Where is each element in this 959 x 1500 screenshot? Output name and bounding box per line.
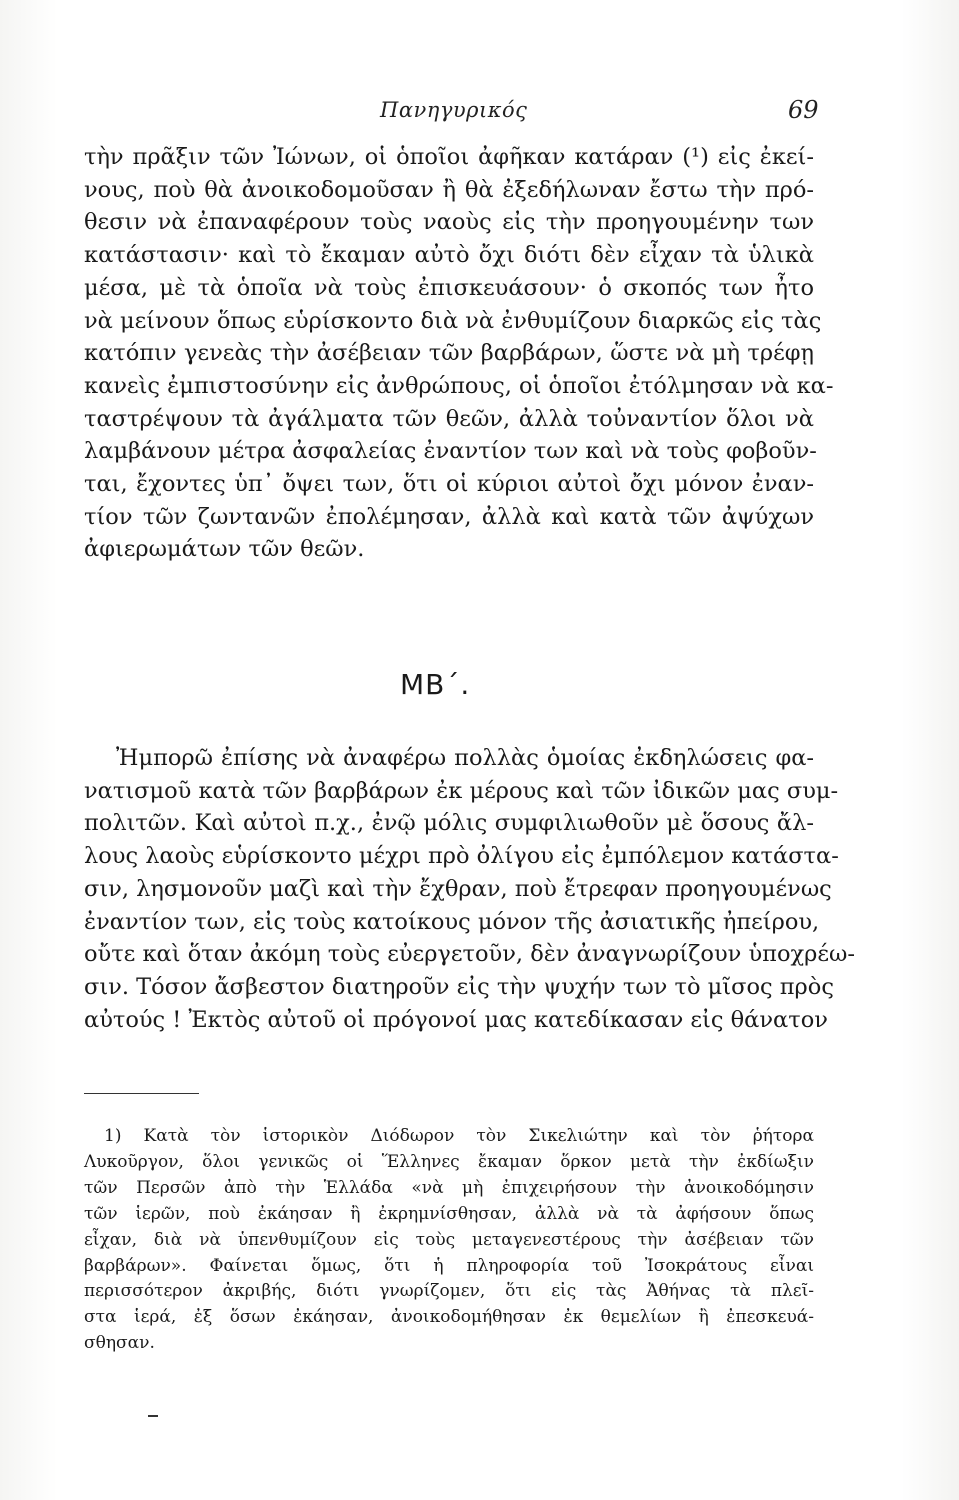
text-line: μέσα, μὲ τὰ ὁποῖα νὰ τοὺς ἐπισκευάσουν· ὁ σκοπός των ἦτο: [84, 274, 814, 301]
footnote-line: 1) Κατὰ τὸν ἱστορικὸν Διόδωρον τὸν Σικελιώτην καὶ τὸν ῥήτορα: [104, 1126, 814, 1146]
text-line: τὴν πρᾶξιν τῶν Ἰώνων, οἱ ὁποῖοι ἀφῆκαν κατάραν (¹) εἰς ἐκεί-: [84, 144, 814, 170]
paragraph-2: [84, 742, 855, 1036]
footnote-line: στα ἱερά, ἐξ ὅσων ἐκάησαν, ἀνοικοδομήθησαν ἐκ θεμελίων ἢ ἐπεσκευά-: [84, 1307, 814, 1328]
text-line: ται, ἔχοντες ὑπ᾽ ὄψει των, ὅτι οἱ κύριοι αὐτοὶ ὄχι μόνον ἐναν-: [84, 471, 814, 498]
text-line: οὔτε καὶ ὅταν ἀκόμη τοὺς εὐεργετοῦν, δὲν ἀναγνωρίζουν ὑποχρέω-: [84, 941, 855, 968]
text-line: κατόπιν γενεὰς τὴν ἀσέβειαν τῶν βαρβάρων, ὥστε νὰ μὴ τρέφῃ: [84, 340, 814, 367]
text-line: νὰ μείνουν ὅπως εὑρίσκοντο διὰ νὰ ἐνθυμίζουν διαρκῶς εἰς τὰς: [84, 307, 822, 334]
text-line: πολιτῶν. Καὶ αὐτοὶ π.χ., ἐνῷ μόλις συμφιλιωθοῦν μὲ ὅσους ἄλ-: [84, 810, 814, 837]
text-line: λαμβάνουν μέτρα ἀσφαλείας ἐναντίον των καὶ νὰ τοὺς φοβοῦν-: [84, 438, 817, 465]
footnote-line: τῶν Περσῶν ἀπὸ τὴν Ἑλλάδα «νὰ μὴ ἐπιχειρήσουν τὴν ἀνοικοδόμησιν: [84, 1177, 814, 1198]
text-line: κατάστασιν· καὶ τὸ ἔκαμαν αὐτὸ ὄχι διότι δὲν εἶχαν τὰ ὑλικὰ: [84, 242, 814, 269]
paragraph-1: [84, 141, 834, 566]
text-line: τίον τῶν ζωντανῶν ἐπολέμησαν, ἀλλὰ καὶ κατὰ τῶν ἀψύχων: [84, 503, 814, 530]
text-line: ταστρέψουν τὰ ἀγάλματα τῶν θεῶν, ἀλλὰ τοὐναντίον ὅλοι νὰ: [84, 405, 814, 432]
text-line: ἀφιερωμάτων τῶν θεῶν.: [84, 536, 365, 563]
text-line: νους, ποὺ θὰ ἀνοικοδομοῦσαν ἢ θὰ ἐξεδήλωναν ἔστω τὴν πρό-: [84, 176, 814, 203]
footnote-line: Λυκοῦργον, ὅλοι γενικῶς οἱ Ἕλληνες ἔκαμαν ὅρκον μετὰ τὴν ἐκδίωξιν: [84, 1151, 814, 1172]
footnote-line: σθησαν.: [84, 1333, 155, 1354]
print-mark: [148, 1415, 158, 1417]
footnote-line: εἶχαν, διὰ νὰ ὑπενθυμίζουν εἰς τοὺς μεταγενεστέρους τὴν ἀσέβειαν τῶν: [84, 1229, 814, 1250]
footnote: [84, 1124, 814, 1357]
footnote-divider: [84, 1093, 199, 1094]
text-line: αὐτούς ! Ἐκτὸς αὐτοῦ οἱ πρόγονοί μας κατεδίκασαν εἰς θάνατον: [84, 1006, 828, 1033]
footnote-line: βαρβάρων». Φαίνεται ὅμως, ὅτι ἡ πληροφορία τοῦ Ἰσοκράτους εἶναι: [84, 1255, 814, 1276]
text-line: σιν, λησμονοῦν μαζὶ καὶ τὴν ἔχθραν, ποὺ ἔτρεφαν προηγουμένως: [84, 875, 832, 902]
text-line: θεσιν νὰ ἐπαναφέρουν τοὺς ναοὺς εἰς τὴν προηγουμένην των: [84, 209, 814, 236]
footnote-line: περισσότερον ἀκριβής, διότι γνωρίζομεν, ὅτι εἰς τὰς Ἀθήνας τὰ πλεῖ-: [84, 1281, 814, 1302]
page-number: 69: [788, 96, 819, 124]
text-line: λους λαοὺς εὑρίσκοντο μέχρι πρὸ ὀλίγου εἰς ἐμπόλεμον κατάστα-: [84, 843, 839, 870]
running-title: Πανηγυρικός: [380, 98, 528, 122]
text-line: νατισμοῦ κατὰ τῶν βαρβάρων ἐκ μέρους καὶ τῶν ἰδικῶν μας συμ-: [84, 777, 839, 804]
text-line: Ἠμπορῶ ἐπίσης νὰ ἀναφέρω πολλὰς ὁμοίας ἐκδηλώσεις φα-: [116, 745, 814, 771]
text-line: σιν. Τόσον ἄσβεστον διατηροῦν εἰς τὴν ψυχήν των τὸ μῖσος πρὸς: [84, 973, 834, 1000]
text-line: κανεὶς ἐμπιστοσύνην εἰς ἀνθρώπους, οἱ ὁποῖοι ἐτόλμησαν νὰ κα-: [84, 372, 834, 399]
section-heading: ΜΒ΄.: [400, 668, 471, 701]
text-line: ἐναντίον των, εἰς τοὺς κατοίκους μόνον τῆς ἀσιατικῆς ἠπείρου,: [84, 908, 820, 935]
footnote-line: τῶν ἱερῶν, ποὺ ἐκάησαν ἢ ἐκρημνίσθησαν, ἀλλὰ νὰ τὰ ἀφήσουν ὅπως: [84, 1203, 814, 1224]
